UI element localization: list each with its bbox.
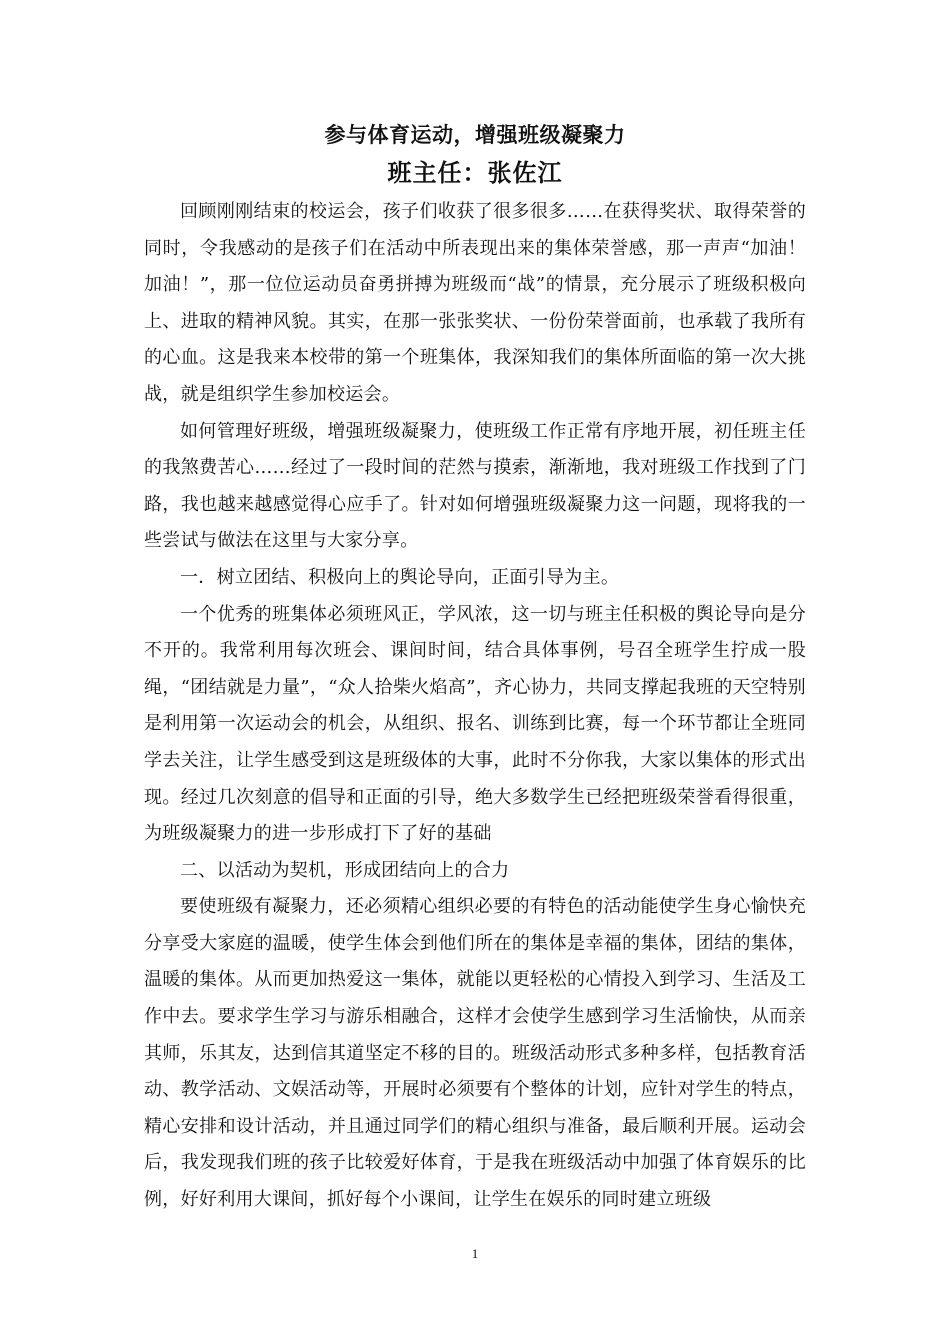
paragraph-section-two: 要使班级有凝聚力，还必须精心组织必要的有特色的活动能使学生身心愉快充分享受大家庭的温暖，使学生体会到他们所在的集体是幸福的集体，团结的集体，温暖的集体。从而更加热爱这一集体，就能以更轻松的心情投入到学习、生活及工作中去。要求学生学习与游乐相融合，这样才会使学生感到学习生活愉快，从而亲其师，乐其友，达到信其道坚定不移的目的。班级活动形式多种多样，包括教育活动、教学活动、文娱活动等，开展时必须要有个整体的计划，应针对学生的特点，精心安排和设计活动，并且通过同学们的精心组织与准备，最后顺利开展。运动会后，我发现我们班的孩子比较爱好体育，于是我在班级活动中加强了体育娱乐的比例，好好利用大课间，抓好每个小课间，让学生在娱乐的同时建立班级 xyxy=(144,896,806,1211)
document-title: 参与体育运动，增强班级凝聚力 xyxy=(324,123,626,147)
paragraph-intro: 回顾刚刚结束的校运会，孩子们收获了很多很多……在获得奖状、取得荣誉的同时，令我感动的是孩子们在活动中所表现出来的集体荣誉感，那一声声“加油！加油！”，那一位位运动员奋勇拼搏为班级而“战”的情景，充分展示了班级积极向上、进取的精神风貌。其实，在那一张张奖状、一份份荣誉面前，也承载了我所有的心血。这是我来本校带的第一个班集体，我深知我们的集体所面临的第一次大挑战，就是组织学生参加校运会。 xyxy=(144,201,806,405)
section-heading-one: 一．树立团结、积极向上的舆论导向，正面引导为主。 xyxy=(180,566,620,588)
paragraph-management: 如何管理好班级，增强班级凝聚力，使班级工作正常有序地开展，初任班主任的我煞费苦心……经过了一段时间的茫然与摸索，渐渐地，我对班级工作找到了门路，我也越来越感觉得心应手了。针对如何增强班级凝聚力这一问题，现将我的一些尝试与做法在这里与大家分享。 xyxy=(144,420,806,552)
document-body xyxy=(144,194,806,1219)
paragraph-section-one: 一个优秀的班集体必须班风正，学风浓，这一切与班主任积极的舆论导向是分不开的。我常利用每次班会、课间时间，结合具体事例，号召全班学生拧成一股绳，“团结就是力量”，“众人拾柴火焰高”，齐心协力，共同支撑起我班的天空特别是利用第一次运动会的机会，从组织、报名、训练到比赛，每一个环节都让全班同学去关注，让学生感受到这是班级体的大事，此时不分你我，大家以集体的形式出现。经过几次刻意的倡导和正面的引导，绝大多数学生已经把班级荣誉看得很重，为班级凝聚力的进一步形成打下了好的基础 xyxy=(144,603,806,845)
section-heading-two: 二、以活动为契机，形成团结向上的合力 xyxy=(180,859,510,881)
author-line: 班主任：张佐江 xyxy=(387,159,563,187)
page-number: 1 xyxy=(471,1246,479,1261)
